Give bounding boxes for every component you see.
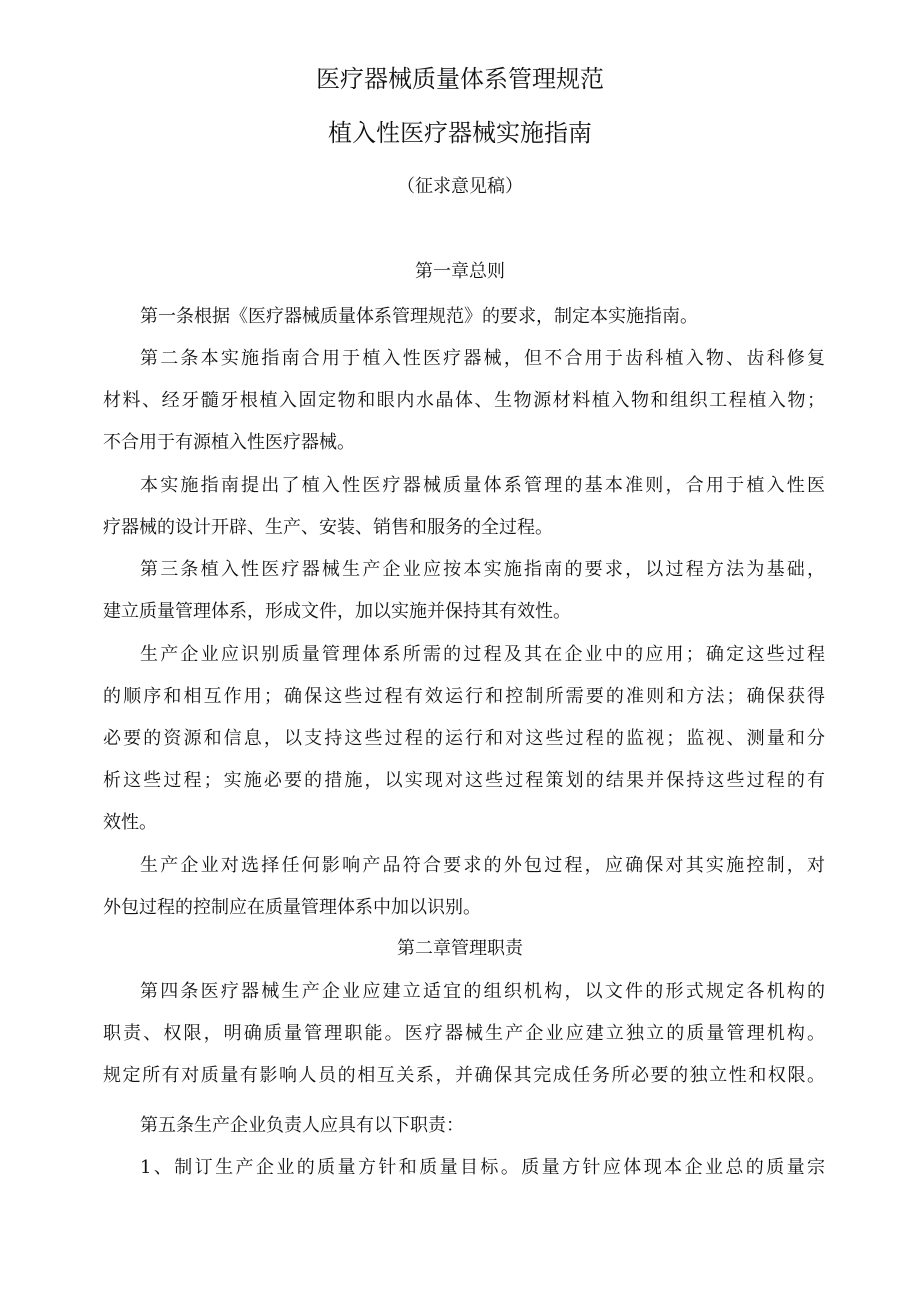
- process-paragraph-line-4: 析这些过程；实施必要的措施，以实现对这些过程策划的结果并保持这些过程的有: [103, 770, 825, 791]
- chapter-heading-1: 第一章总则: [415, 261, 505, 282]
- article-1: 第一条根据《医疗器械质量体系管理规范》的要求，制定本实施指南。: [140, 306, 698, 327]
- article-2-line-2: 材料、经牙髓牙根植入固定物和眼内水晶体、生物源材料植入物和组织工程植入物；: [103, 390, 825, 411]
- outsource-paragraph-line-1: 生产企业对选择任何影响产品符合要求的外包过程，应确保对其实施控制，对: [140, 855, 825, 876]
- article-4-line-2: 职责、权限，明确质量管理职能。医疗器械生产企业应建立独立的质量管理机构。: [103, 1023, 825, 1044]
- process-paragraph-line-5: 效性。: [103, 812, 157, 833]
- process-paragraph-line-1: 生产企业应识别质量管理体系所需的过程及其在企业中的应用；确定这些过程: [140, 644, 825, 665]
- article-4-line-3: 规定所有对质量有影响人员的相互关系，并确保其完成任务所必要的独立性和权限。: [103, 1065, 825, 1086]
- outsource-paragraph-line-2: 外包过程的控制应在质量管理体系中加以识别。: [103, 897, 481, 918]
- scope-paragraph-line-2: 疗器械的设计开辟、生产、安装、销售和服务的全过程。: [103, 517, 553, 538]
- scope-paragraph-line-1: 本实施指南提出了植入性医疗器械质量体系管理的基本准则，合用于植入性医: [140, 475, 825, 496]
- process-paragraph-line-2: 的顺序和相互作用；确保这些过程有效运行和控制所需要的准则和方法；确保获得: [103, 686, 825, 707]
- document-title: 医疗器械质量体系管理规范: [316, 65, 604, 93]
- article-3-line-2: 建立质量管理体系，形成文件，加以实施并保持其有效性。: [103, 601, 571, 622]
- article-2-line-1: 第二条本实施指南合用于植入性医疗器械，但不合用于齿科植入物、齿科修复: [140, 348, 825, 369]
- list-item-1-line-1: 1、制订生产企业的质量方针和质量目标。质量方针应体现本企业总的质量宗: [140, 1157, 825, 1178]
- article-2-line-3: 不合用于有源植入性医疗器械。: [103, 432, 355, 453]
- article-4-line-1: 第四条医疗器械生产企业应建立适宜的组织机构，以文件的形式规定各机构的: [140, 981, 825, 1002]
- draft-note: （征求意见稿）: [397, 176, 523, 197]
- article-3-line-1: 第三条植入性医疗器械生产企业应按本实施指南的要求，以过程方法为基础，: [140, 559, 825, 580]
- process-paragraph-line-3: 必要的资源和信息，以支持这些过程的运行和对这些过程的监视；监视、测量和分: [103, 728, 825, 749]
- article-5: 第五条生产企业负责人应具有以下职责：: [140, 1115, 464, 1136]
- chapter-heading-2: 第二章管理职责: [397, 938, 523, 959]
- document-subtitle: 植入性医疗器械实施指南: [328, 119, 592, 147]
